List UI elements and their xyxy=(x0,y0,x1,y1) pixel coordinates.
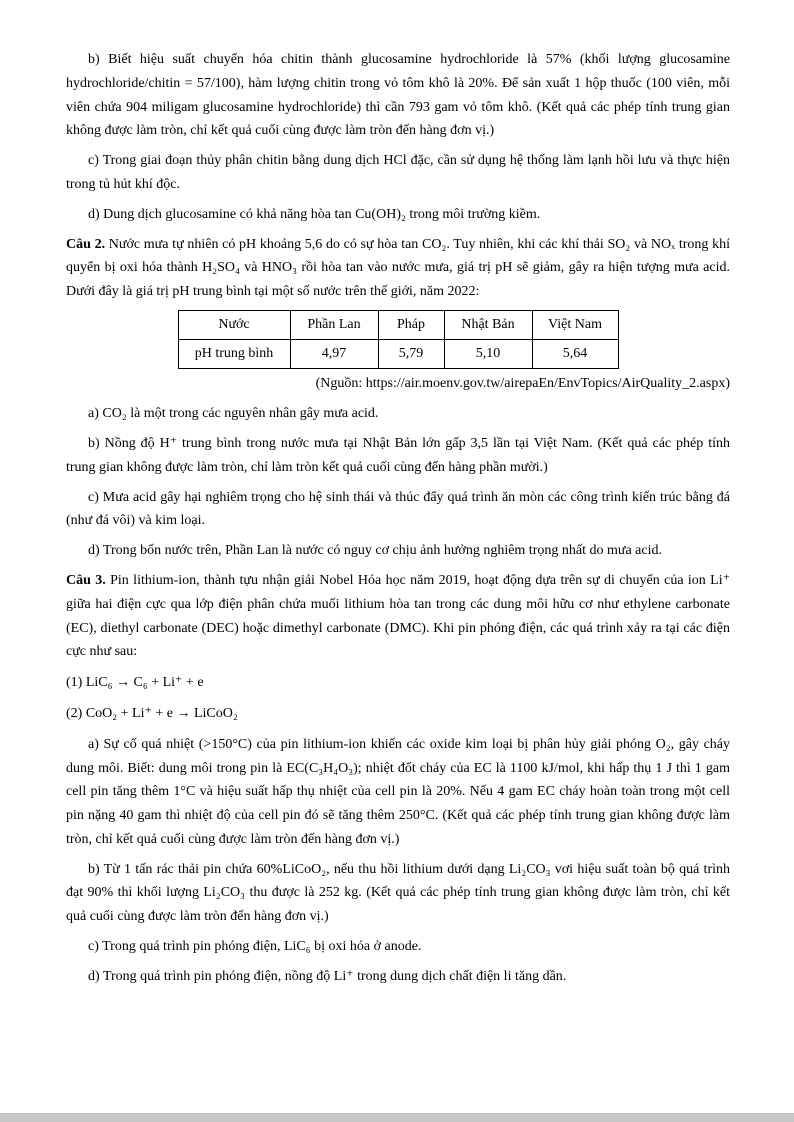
q2-item-c: c) Mưa acid gây hại nghiêm trọng cho hệ sinh thái và thúc đẩy quá trình ăn mòn các công trình kiến trúc bằng đá (như đá vôi) và kim loại. xyxy=(66,489,730,529)
q3-item-a: a) Sự cố quá nhiệt (>150°C) của pin lithium-ion khiến các oxide kim loại bị phân hủy giải phóng O₂, gây cháy dung môi. Biết: dung môi trong pin là EC(C₃H₄O₃); nhiệt đốt cháy của EC là 1100 kJ/mol, khi hấp thụ 1 J thì 1 gam cell pin tăng thêm 1°C và hiệu suất hấp thụ nhiệt của cell pin là 20%. Nếu 4 gam EC cháy hoàn toàn trong một cell pin nặng 40 gam thì nhiệt độ của cell pin đó sẽ tăng thêm 250°C. (Kết quả các phép tính trung gian không được làm tròn, chỉ kết quả cuối cùng được làm tròn đến hàng đơn vị.) xyxy=(66,736,730,847)
q3-paragraph xyxy=(66,569,730,664)
q2-item-d: d) Trong bốn nước trên, Phần Lan là nước có nguy cơ chịu ảnh hưởng nghiêm trọng nhất do mưa acid. xyxy=(88,543,662,559)
ph-table-header-japan: Nhật Bản xyxy=(444,310,532,339)
q2-item-b: b) Nồng độ H⁺ trung bình trong nước mưa tại Nhật Bản lớn gấp 3,5 lần tại Việt Nam. (Kết quả các phép tính trung gian không được làm tròn, chỉ làm tròn kết quả cuối cùng đến hàng phần mười.) xyxy=(66,435,730,475)
q2-paragraph xyxy=(66,233,730,304)
q2-label: Câu 2. xyxy=(66,236,106,252)
ph-table-row-label: pH trung bình xyxy=(178,340,290,369)
ph-table-header-finland: Phần Lan xyxy=(290,310,378,339)
ph-table-data-row xyxy=(178,340,618,369)
q1-item-b: b) Biết hiệu suất chuyển hóa chitin thành glucosamine hydrochloride là 57% (khối lượng glucosamine hydrochloride/chitin = 57/100), hàm lượng chitin trong vỏ tôm khô là 20%. Để sản xuất 1 hộp thuốc (100 viên, mỗi viên chứa 904 miligam glucosamine hydrochloride) thì cần 793 gam vỏ tôm khô. (Kết quả các phép tính trung gian không được làm tròn, chỉ kết quả cuối cùng được làm tròn đến hàng đơn vị.) xyxy=(66,52,730,139)
ph-table-value-finland: 4,97 xyxy=(290,340,378,369)
q3-item-b: b) Từ 1 tấn rác thải pin chứa 60%LiCoO₂, nếu thu hồi lithium dưới dạng Li₂CO₃ vơi hiệu suất toàn bộ quá trình đạt 90% thì khối lượng Li₂CO₃ thu được là 252 kg. (Kết quả các phép tính trung gian không được làm tròn, chỉ kết quả cuối cùng được làm tròn đến hàng đơn vị.) xyxy=(66,861,730,925)
ph-table-header-row xyxy=(178,310,618,339)
q3-label: Câu 3. xyxy=(66,572,106,588)
ph-table-value-vietnam: 5,64 xyxy=(532,340,618,369)
q3-item-d: d) Trong quá trình pin phóng điện, nồng độ Li⁺ trong dung dịch chất điện li tăng dần. xyxy=(88,968,567,984)
q3-equation-1: (1) LiC₆ → C₆ + Li⁺ + e xyxy=(66,675,204,691)
q1-item-d: d) Dung dịch glucosamine có khả năng hòa tan Cu(OH)₂ trong môi trường kiềm. xyxy=(88,206,541,222)
ph-table-value-japan: 5,10 xyxy=(444,340,532,369)
q2-item-a: a) CO₂ là một trong các nguyên nhân gây mưa acid. xyxy=(88,406,379,422)
q3-item-c: c) Trong quá trình pin phóng điện, LiC₆ bị oxi hóa ở anode. xyxy=(88,939,422,955)
ph-table-header-vietnam: Việt Nam xyxy=(532,310,618,339)
ph-table-value-france: 5,79 xyxy=(378,340,444,369)
q1-item-c: c) Trong giai đoạn thủy phân chitin bằng dung dịch HCl đặc, cần sử dụng hệ thống làm lạnh hồi lưu và thực hiện trong tủ hút khí độc. xyxy=(66,153,730,192)
page-bottom-edge xyxy=(0,1113,794,1122)
q2-intro-text: Nước mưa tự nhiên có pH khoảng 5,6 do có sự hòa tan CO₂. Tuy nhiên, khi các khí thải SO₂ và NOₓ trong khí quyển bị oxi hóa thành H₂SO₄ và HNO₃ rồi hòa tan vào nước mưa, giá trị pH sẽ giảm, gây ra hiện tượng mưa acid. Dưới đây là giá trị pH trung bình tại một số nước trên thế giới, năm 2022: xyxy=(66,236,730,300)
q3-equation-2: (2) CoO₂ + Li⁺ + e → LiCoO₂ xyxy=(66,705,238,721)
ph-data-table xyxy=(178,310,619,369)
ph-table-header-france: Pháp xyxy=(378,310,444,339)
q3-intro-text: Pin lithium-ion, thành tựu nhận giải Nobel Hóa học năm 2019, hoạt động dựa trên sự di chuyển của ion Li⁺ giữa hai điện cực qua lớp điện phân chứa muối lithium hòa tan trong các dung môi hữu cơ như ethylene carbonate (EC), diethyl carbonate (DEC) hoặc dimethyl carbonate (DMC). Khi pin phóng điện, các quá trình xảy ra tại các điện cực như sau: xyxy=(66,572,730,660)
source-citation: (Nguồn: https://air.moenv.gov.tw/airepaEn/EnvTopics/AirQuality_2.aspx) xyxy=(315,376,730,392)
ph-table-header-country: Nước xyxy=(178,310,290,339)
